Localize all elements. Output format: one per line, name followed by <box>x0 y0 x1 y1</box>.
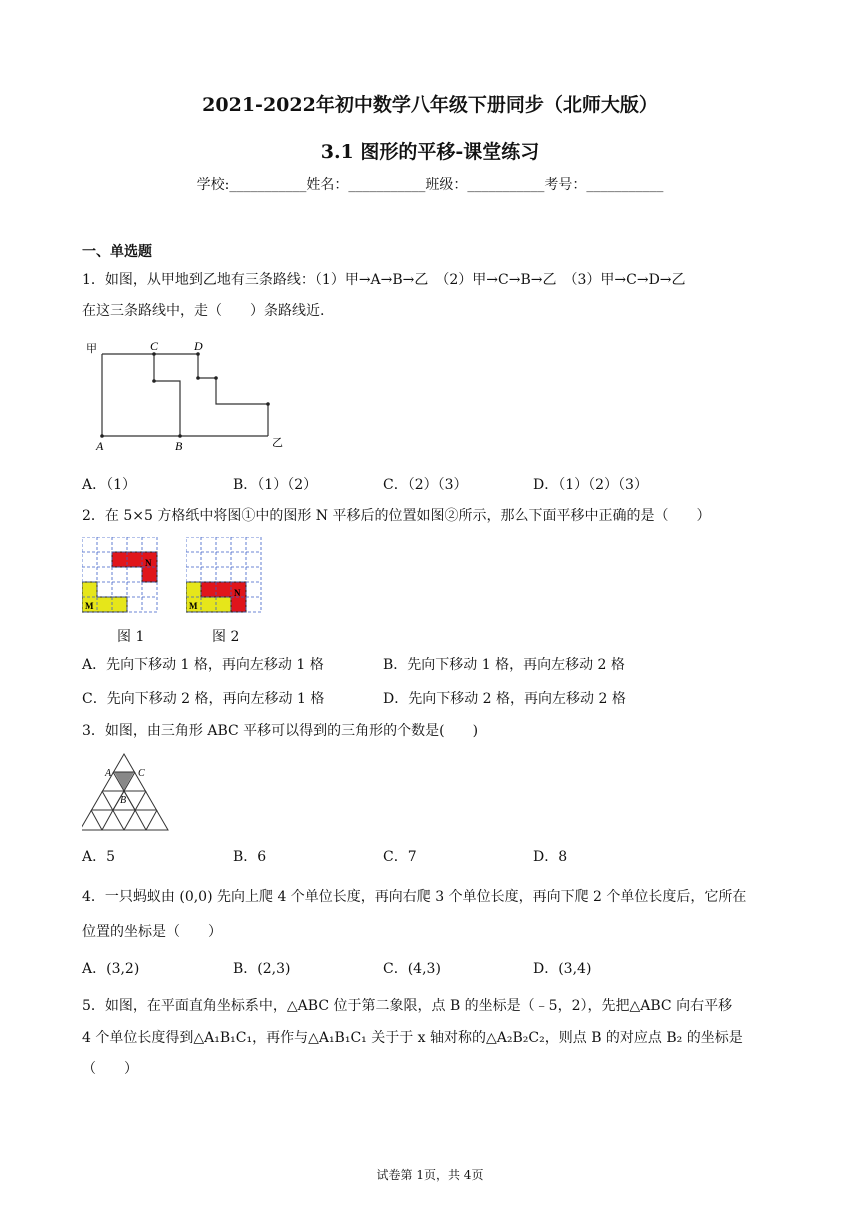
q1-option-d: D．（1）（2）（3） <box>533 477 648 493</box>
q3-text-line1: 3．如图，由三角形 ABC 平移可以得到的三角形的个数是( ) <box>82 723 479 739</box>
q2-fig2-caption: 图 2 <box>212 629 240 645</box>
q5-text-line3: （ ） <box>82 1061 138 1077</box>
section-title: 一、单选题 <box>82 244 152 260</box>
q3-option-a: A．5 <box>82 849 116 865</box>
q2-fig1-label-N: N <box>145 558 152 568</box>
q1-option-a: A．（1） <box>82 477 137 493</box>
q5-text-line2: 4 个单位长度得到△A₁B₁C₁，再作与△A₁B₁C₁ 关于于 x 轴对称的△A₂B₂C₂，则点 B 的对应点 B₂ 的坐标是 <box>82 1030 743 1046</box>
q4-text-line1: 4．一只蚂蚁由 (0,0) 先向上爬 4 个单位长度，再向右爬 3 个单位长度，再向下爬 2 个单位长度后，它所在 <box>82 889 747 905</box>
q1-label-B: B <box>175 439 183 453</box>
q2-option-a: A．先向下移动 1 格，再向左移动 1 格 <box>82 657 324 673</box>
q2-text-line1: 2．在 5×5 方格纸中将图①中的图形 N 平移后的位置如图②所示，那么下面平移中正确的是（ ） <box>82 508 711 524</box>
q1-label-jia: 甲 <box>86 343 97 355</box>
student-info-line: 学校:___________姓名：___________班级：___________考号：___________ <box>196 177 664 193</box>
q2-option-b: B．先向下移动 1 格，再向左移动 2 格 <box>383 657 625 673</box>
q2-fig2-label-N: N <box>234 588 241 598</box>
q1-route-figure <box>82 338 292 456</box>
q1-text-line2: 在这三条路线中，走（ ）条路线近. <box>82 303 325 319</box>
paper-title: 2021-2022年初中数学八年级下册同步（北师大版） <box>202 94 658 116</box>
q1-label-C: C <box>150 339 159 353</box>
q3-option-d: D．8 <box>533 849 568 865</box>
q3-label-C: C <box>138 768 145 779</box>
q2-option-d: D．先向下移动 2 格，再向左移动 2 格 <box>383 691 626 707</box>
q5-text-line1: 5．如图，在平面直角坐标系中，△ABC 位于第二象限，点 B 的坐标是（﹣5，2），先把△ABC 向右平移 <box>82 998 733 1014</box>
q4-text-line2: 位置的坐标是（ ） <box>82 924 222 940</box>
q4-option-d: D．(3,4) <box>533 961 592 977</box>
page-footer: 试卷第 1页，共 4页 <box>376 1168 484 1182</box>
q4-option-c: C．(4,3) <box>383 961 441 977</box>
q1-label-D: D <box>194 339 203 353</box>
q3-label-A: A <box>105 768 112 779</box>
q3-option-c: C．7 <box>383 849 417 865</box>
q2-fig1-label-M: M <box>85 601 94 611</box>
q2-grid-figure-1 <box>82 537 162 622</box>
q2-grid-figure-2 <box>186 537 266 622</box>
q1-label-A: A <box>96 439 104 453</box>
q3-option-b: B．6 <box>233 849 267 865</box>
q1-label-yi: 乙 <box>272 437 283 449</box>
paper-subtitle: 3.1 图形的平移-课堂练习 <box>320 141 540 163</box>
q3-triangle-figure <box>82 752 172 834</box>
q1-text-line1: 1．如图，从甲地到乙地有三条路线：（1）甲→A→B→乙 （2）甲→C→B→乙 （3）甲→C→D→乙 <box>82 272 686 288</box>
q1-option-c: C．（2）（3） <box>383 477 468 493</box>
q2-fig2-label-M: M <box>189 601 198 611</box>
q4-option-a: A．(3,2) <box>82 961 140 977</box>
q1-option-b: B．（1）（2） <box>233 477 318 493</box>
q3-label-B: B <box>120 795 127 806</box>
q2-option-c: C．先向下移动 2 格，再向左移动 1 格 <box>82 691 325 707</box>
q2-fig1-caption: 图 1 <box>117 629 145 645</box>
q4-option-b: B．(2,3) <box>233 961 291 977</box>
